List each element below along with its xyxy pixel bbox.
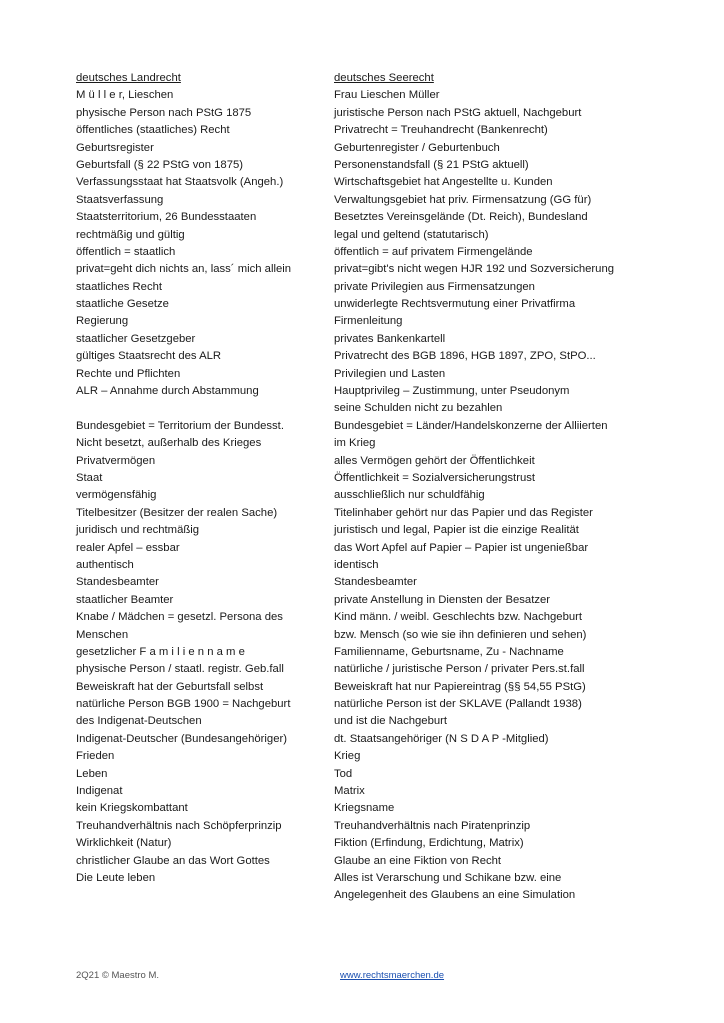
text-line: staatliches Recht: [76, 280, 163, 293]
text-line: Standesbeamter: [334, 576, 417, 589]
text-line: Staatsterritorium, 26 Bundesstaaten: [76, 211, 257, 224]
text-line: unwiderlegte Rechtsvermutung einer Privatfirma: [334, 298, 576, 311]
text-line: Treuhandverhältnis nach Piratenprinzip: [334, 819, 531, 832]
left-column-heading: deutsches Landrecht: [76, 72, 181, 84]
text-line: Indigenat: [76, 785, 123, 798]
text-line: seine Schulden nicht zu bezahlen: [334, 402, 503, 415]
text-line: Verfassungsstaat hat Staatsvolk (Angeh.): [76, 176, 284, 189]
text-line: private Anstellung in Diensten der Besatzer: [334, 593, 551, 606]
text-line: [76, 400, 326, 417]
right-column: [334, 70, 634, 905]
text-line: realer Apfel – essbar: [76, 541, 180, 554]
text-line: staatliche Gesetze: [76, 298, 169, 311]
text-line: Personenstandsfall (§ 21 PStG aktuell): [334, 158, 529, 171]
text-line: Privilegien und Lasten: [334, 367, 446, 380]
text-line: Nicht besetzt, außerhalb des Krieges: [76, 437, 262, 450]
text-line: Die Leute leben: [76, 871, 156, 884]
right-column-heading: deutsches Seerecht: [334, 72, 434, 84]
text-line: Familienname, Geburtsname, Zu - Nachname: [334, 645, 564, 658]
text-line: Privatvermögen: [76, 454, 156, 467]
text-line: bzw. Mensch (so wie sie ihn definieren und sehen): [334, 628, 587, 641]
text-line: authentisch: [76, 558, 134, 571]
text-line: Kriegsname: [334, 802, 395, 815]
text-line: Bundesgebiet = Länder/Handelskonzerne der Alliierten: [334, 419, 608, 432]
text-line: kein Kriegskombattant: [76, 802, 188, 815]
text-line: privat=gibt's nicht wegen HJR 192 und Sozversicherung: [334, 263, 615, 276]
text-line: staatlicher Beamter: [76, 593, 174, 606]
text-line: Besetztes Vereinsgelände (Dt. Reich), Bundesland: [334, 211, 588, 224]
text-line: Privatrecht = Treuhandrecht (Bankenrecht): [334, 124, 548, 137]
text-line: Krieg: [334, 750, 361, 763]
text-line: M ü l l e r, Lieschen: [76, 89, 174, 102]
text-line: Privatrecht des BGB 1896, HGB 1897, ZPO, StPO...: [334, 350, 596, 363]
text-line: öffentlich = staatlich: [76, 245, 176, 258]
text-line: im Krieg: [334, 437, 376, 450]
text-line: legal und geltend (statutarisch): [334, 228, 489, 241]
text-line: Geburtenregister / Geburtenbuch: [334, 141, 500, 154]
text-line: identisch: [334, 558, 379, 571]
text-line: Angelegenheit des Glaubens an eine Simulation: [334, 889, 576, 902]
text-line: Kind männ. / weibl. Geschlechts bzw. Nachgeburt: [334, 611, 583, 624]
text-line: staatlicher Gesetzgeber: [76, 332, 196, 345]
text-line: Staatsverfassung: [76, 193, 164, 206]
text-line: Beweiskraft hat der Geburtsfall selbst: [76, 680, 264, 693]
text-line: Wirtschaftsgebiet hat Angestellte u. Kunden: [334, 176, 553, 189]
text-line: juridisch und rechtmäßig: [76, 524, 200, 537]
footer-copyright: 2Q21 © Maestro M.: [76, 970, 160, 981]
text-line: öffentliches (staatliches) Recht: [76, 124, 230, 137]
text-line: Geburtsregister: [76, 141, 154, 154]
text-line: Frieden: [76, 750, 115, 763]
text-line: Leben: [76, 767, 108, 780]
footer-link[interactable]: www.rechtsmaerchen.de: [340, 970, 445, 981]
left-column-lines: [76, 87, 326, 887]
text-line: ausschließlich nur schuldfähig: [334, 489, 485, 502]
text-line: Tod: [334, 767, 353, 780]
text-line: christlicher Glaube an das Wort Gottes: [76, 854, 270, 867]
text-line: dt. Staatsangehöriger (N S D A P -Mitglied): [334, 732, 549, 745]
text-line: das Wort Apfel auf Papier – Papier ist ungenießbar: [334, 541, 589, 554]
text-line: Rechte und Pflichten: [76, 367, 181, 380]
text-line: Bundesgebiet = Territorium der Bundesst.: [76, 419, 284, 432]
text-line: Treuhandverhältnis nach Schöpferprinzip: [76, 819, 282, 832]
text-line: Matrix: [334, 785, 365, 798]
text-line: Menschen: [76, 628, 129, 641]
text-line: alles Vermögen gehört der Öffentlichkeit: [334, 454, 535, 467]
text-line: physische Person / staatl. registr. Geb.fall: [76, 663, 284, 676]
text-line: gültiges Staatsrecht des ALR: [76, 350, 222, 363]
text-line: Standesbeamter: [76, 576, 159, 589]
text-line: Firmenleitung: [334, 315, 403, 328]
text-line: ALR – Annahme durch Abstammung: [76, 385, 259, 398]
text-line: natürliche Person BGB 1900 = Nachgeburt: [76, 698, 291, 711]
text-line: und ist die Nachgeburt: [334, 715, 448, 728]
text-line: Wirklichkeit (Natur): [76, 837, 172, 850]
text-line: Indigenat-Deutscher (Bundesangehöriger): [76, 732, 288, 745]
text-line: Hauptprivileg – Zustimmung, unter Pseudonym: [334, 385, 570, 398]
text-line: Alles ist Verarschung und Schikane bzw. eine: [334, 871, 562, 884]
text-line: Beweiskraft hat nur Papiereintrag (§§ 54,55 PStG): [334, 680, 586, 693]
text-line: juristische Person nach PStG aktuell, Nachgeburt: [334, 106, 582, 119]
text-line: Frau Lieschen Müller: [334, 89, 440, 102]
text-line: Titelbesitzer (Besitzer der realen Sache): [76, 506, 278, 519]
text-line: Geburtsfall (§ 22 PStG von 1875): [76, 158, 244, 171]
left-column: [76, 70, 326, 887]
text-line: private Privilegien aus Firmensatzungen: [334, 280, 535, 293]
text-line: gesetzlicher F a m i l i e n n a m e: [76, 645, 245, 658]
text-line: physische Person nach PStG 1875: [76, 106, 252, 119]
text-line: rechtmäßig und gültig: [76, 228, 185, 241]
text-line: natürliche / juristische Person / privater Pers.st.fall: [334, 663, 585, 676]
text-line: privat=geht dich nichts an, lass´ mich allein: [76, 263, 292, 276]
text-line: Staat: [76, 471, 103, 484]
text-line: privates Bankenkartell: [334, 332, 446, 345]
text-line: des Indigenat-Deutschen: [76, 715, 202, 728]
right-column-lines: [334, 87, 634, 904]
text-line: Knabe / Mädchen = gesetzl. Persona des: [76, 611, 283, 624]
text-line: natürliche Person ist der SKLAVE (Pallandt 1938): [334, 698, 582, 711]
text-line: vermögensfähig: [76, 489, 157, 502]
text-line: Verwaltungsgebiet hat priv. Firmensatzung (GG für): [334, 193, 592, 206]
text-line: juristisch und legal, Papier ist die einzige Realität: [334, 524, 579, 537]
text-line: Öffentlichkeit = Sozialversicherungstrust: [334, 471, 536, 484]
text-line: Fiktion (Erfindung, Erdichtung, Matrix): [334, 837, 524, 850]
text-line: Regierung: [76, 315, 129, 328]
text-line: öffentlich = auf privatem Firmengelände: [334, 245, 533, 258]
text-line: Glaube an eine Fiktion von Recht: [334, 854, 502, 867]
text-line: Titelinhaber gehört nur das Papier und das Register: [334, 506, 593, 519]
